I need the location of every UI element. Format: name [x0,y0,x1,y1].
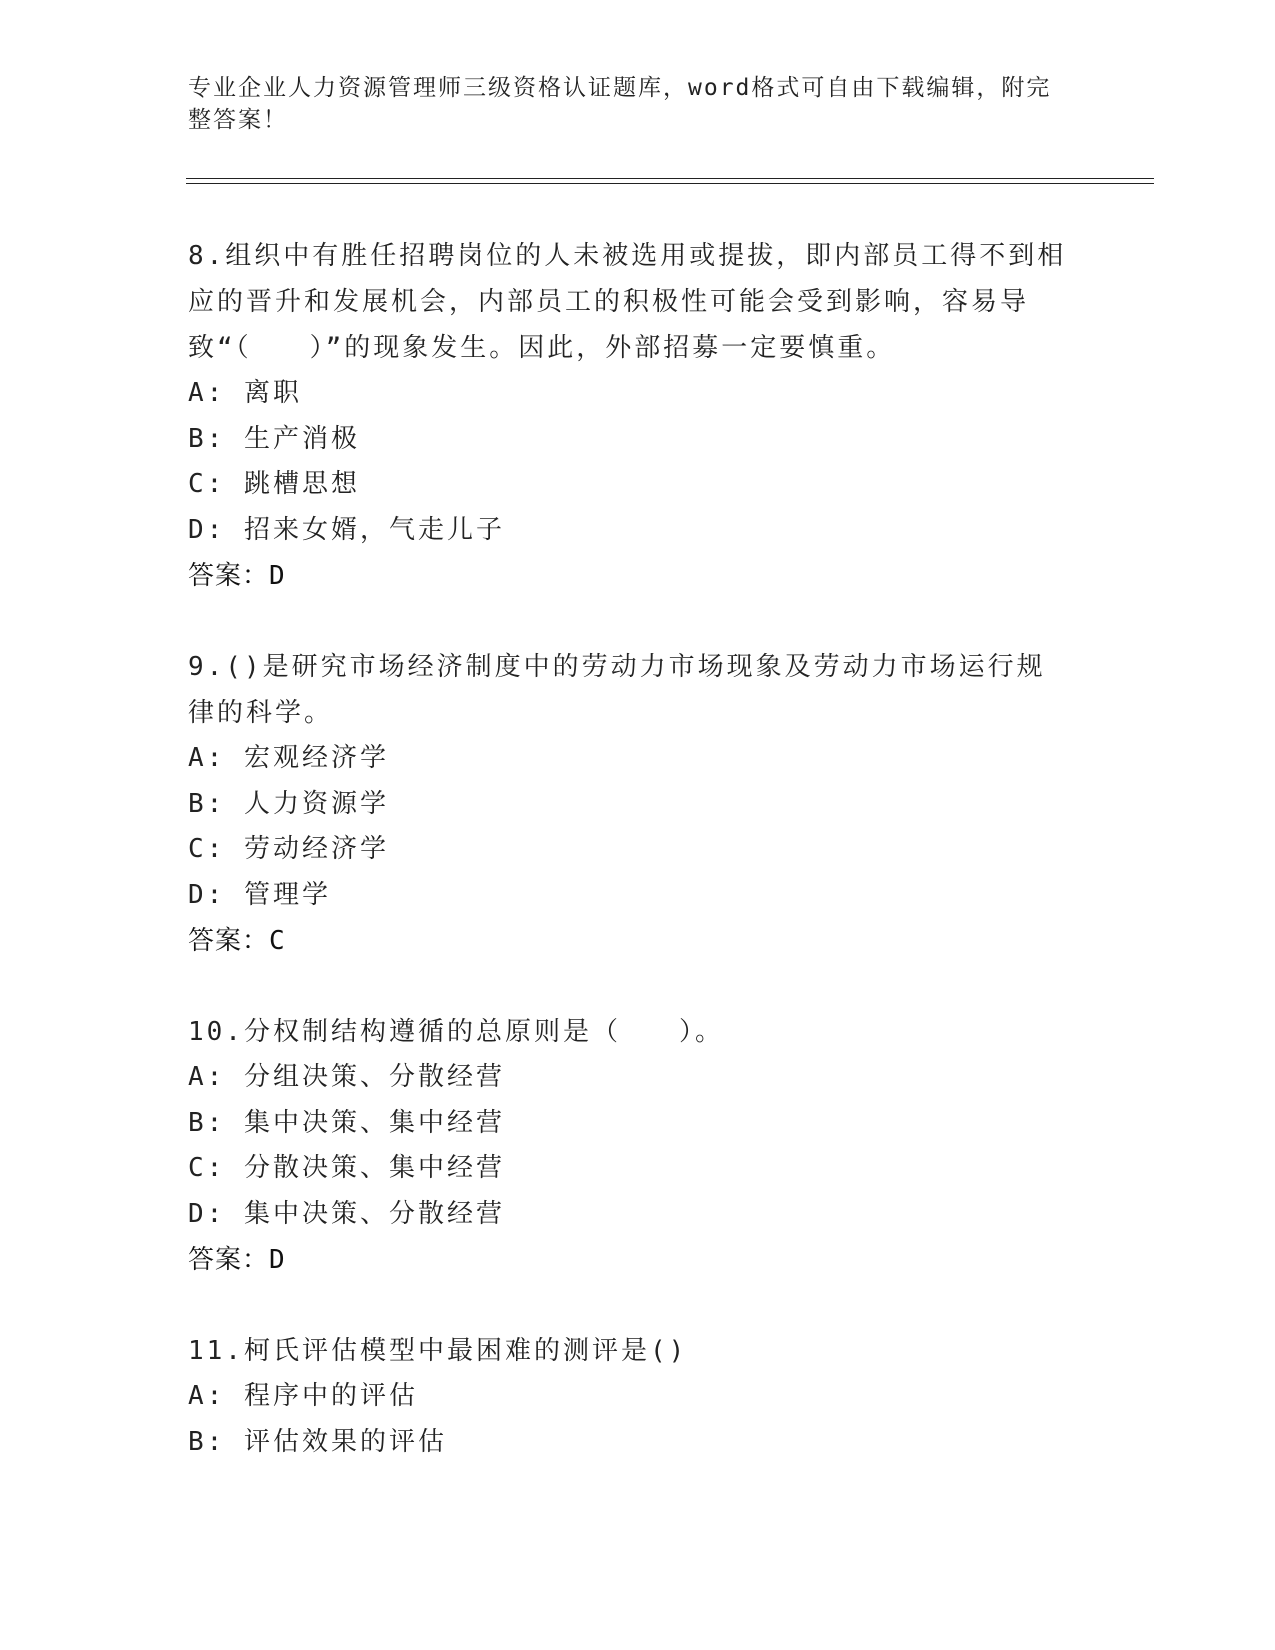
question-list [188,233,1068,1510]
question-10 [188,1009,1068,1283]
header-rule-bottom [186,183,1154,184]
option-b: B: 人力资源学 [188,788,389,819]
option-c: C: 跳槽思想 [188,469,360,499]
document-header: 专业企业人力资源管理师三级资格认证题库，word格式可自由下载编辑，附完整答案！ [188,75,1052,133]
question-stem: 8.组织中有胜任招聘岗位的人未被选用或提拔，即内部员工得不到相应的晋升和发展机会，内部员工的积极性可能会受到影响，容易导致“（ ）”的现象发生。因此，外部招募一定要慎重。 [188,241,1067,363]
option-b: B: 评估效果的评估 [188,1426,447,1457]
option-a: A: 离职 [188,378,302,408]
option-a: A: 程序中的评估 [188,1381,418,1411]
answer-line: 答案：D [188,1245,286,1275]
option-b: B: 集中决策、集中经营 [188,1107,505,1138]
question-11 [188,1328,1068,1465]
option-a: A: 分组决策、分散经营 [188,1062,505,1092]
option-d: D: 集中决策、分散经营 [188,1198,505,1229]
answer-line: 答案：C [188,926,286,956]
option-d: D: 管理学 [188,879,331,910]
question-stem: 11.柯氏评估模型中最困难的测评是() [188,1336,688,1366]
option-a: A: 宏观经济学 [188,743,389,773]
question-9 [188,644,1068,964]
question-8 [188,233,1068,599]
header-rule-top [186,178,1154,179]
question-stem: 9.()是研究市场经济制度中的劳动力市场现象及劳动力市场运行规律的科学。 [188,652,1046,728]
answer-line: 答案：D [188,561,286,591]
option-c: C: 劳动经济学 [188,834,389,864]
option-c: C: 分散决策、集中经营 [188,1153,505,1183]
option-b: B: 生产消极 [188,423,360,454]
option-d: D: 招来女婿，气走儿子 [188,514,505,545]
question-stem: 10.分权制结构遵循的总原则是（ ）。 [188,1017,724,1047]
